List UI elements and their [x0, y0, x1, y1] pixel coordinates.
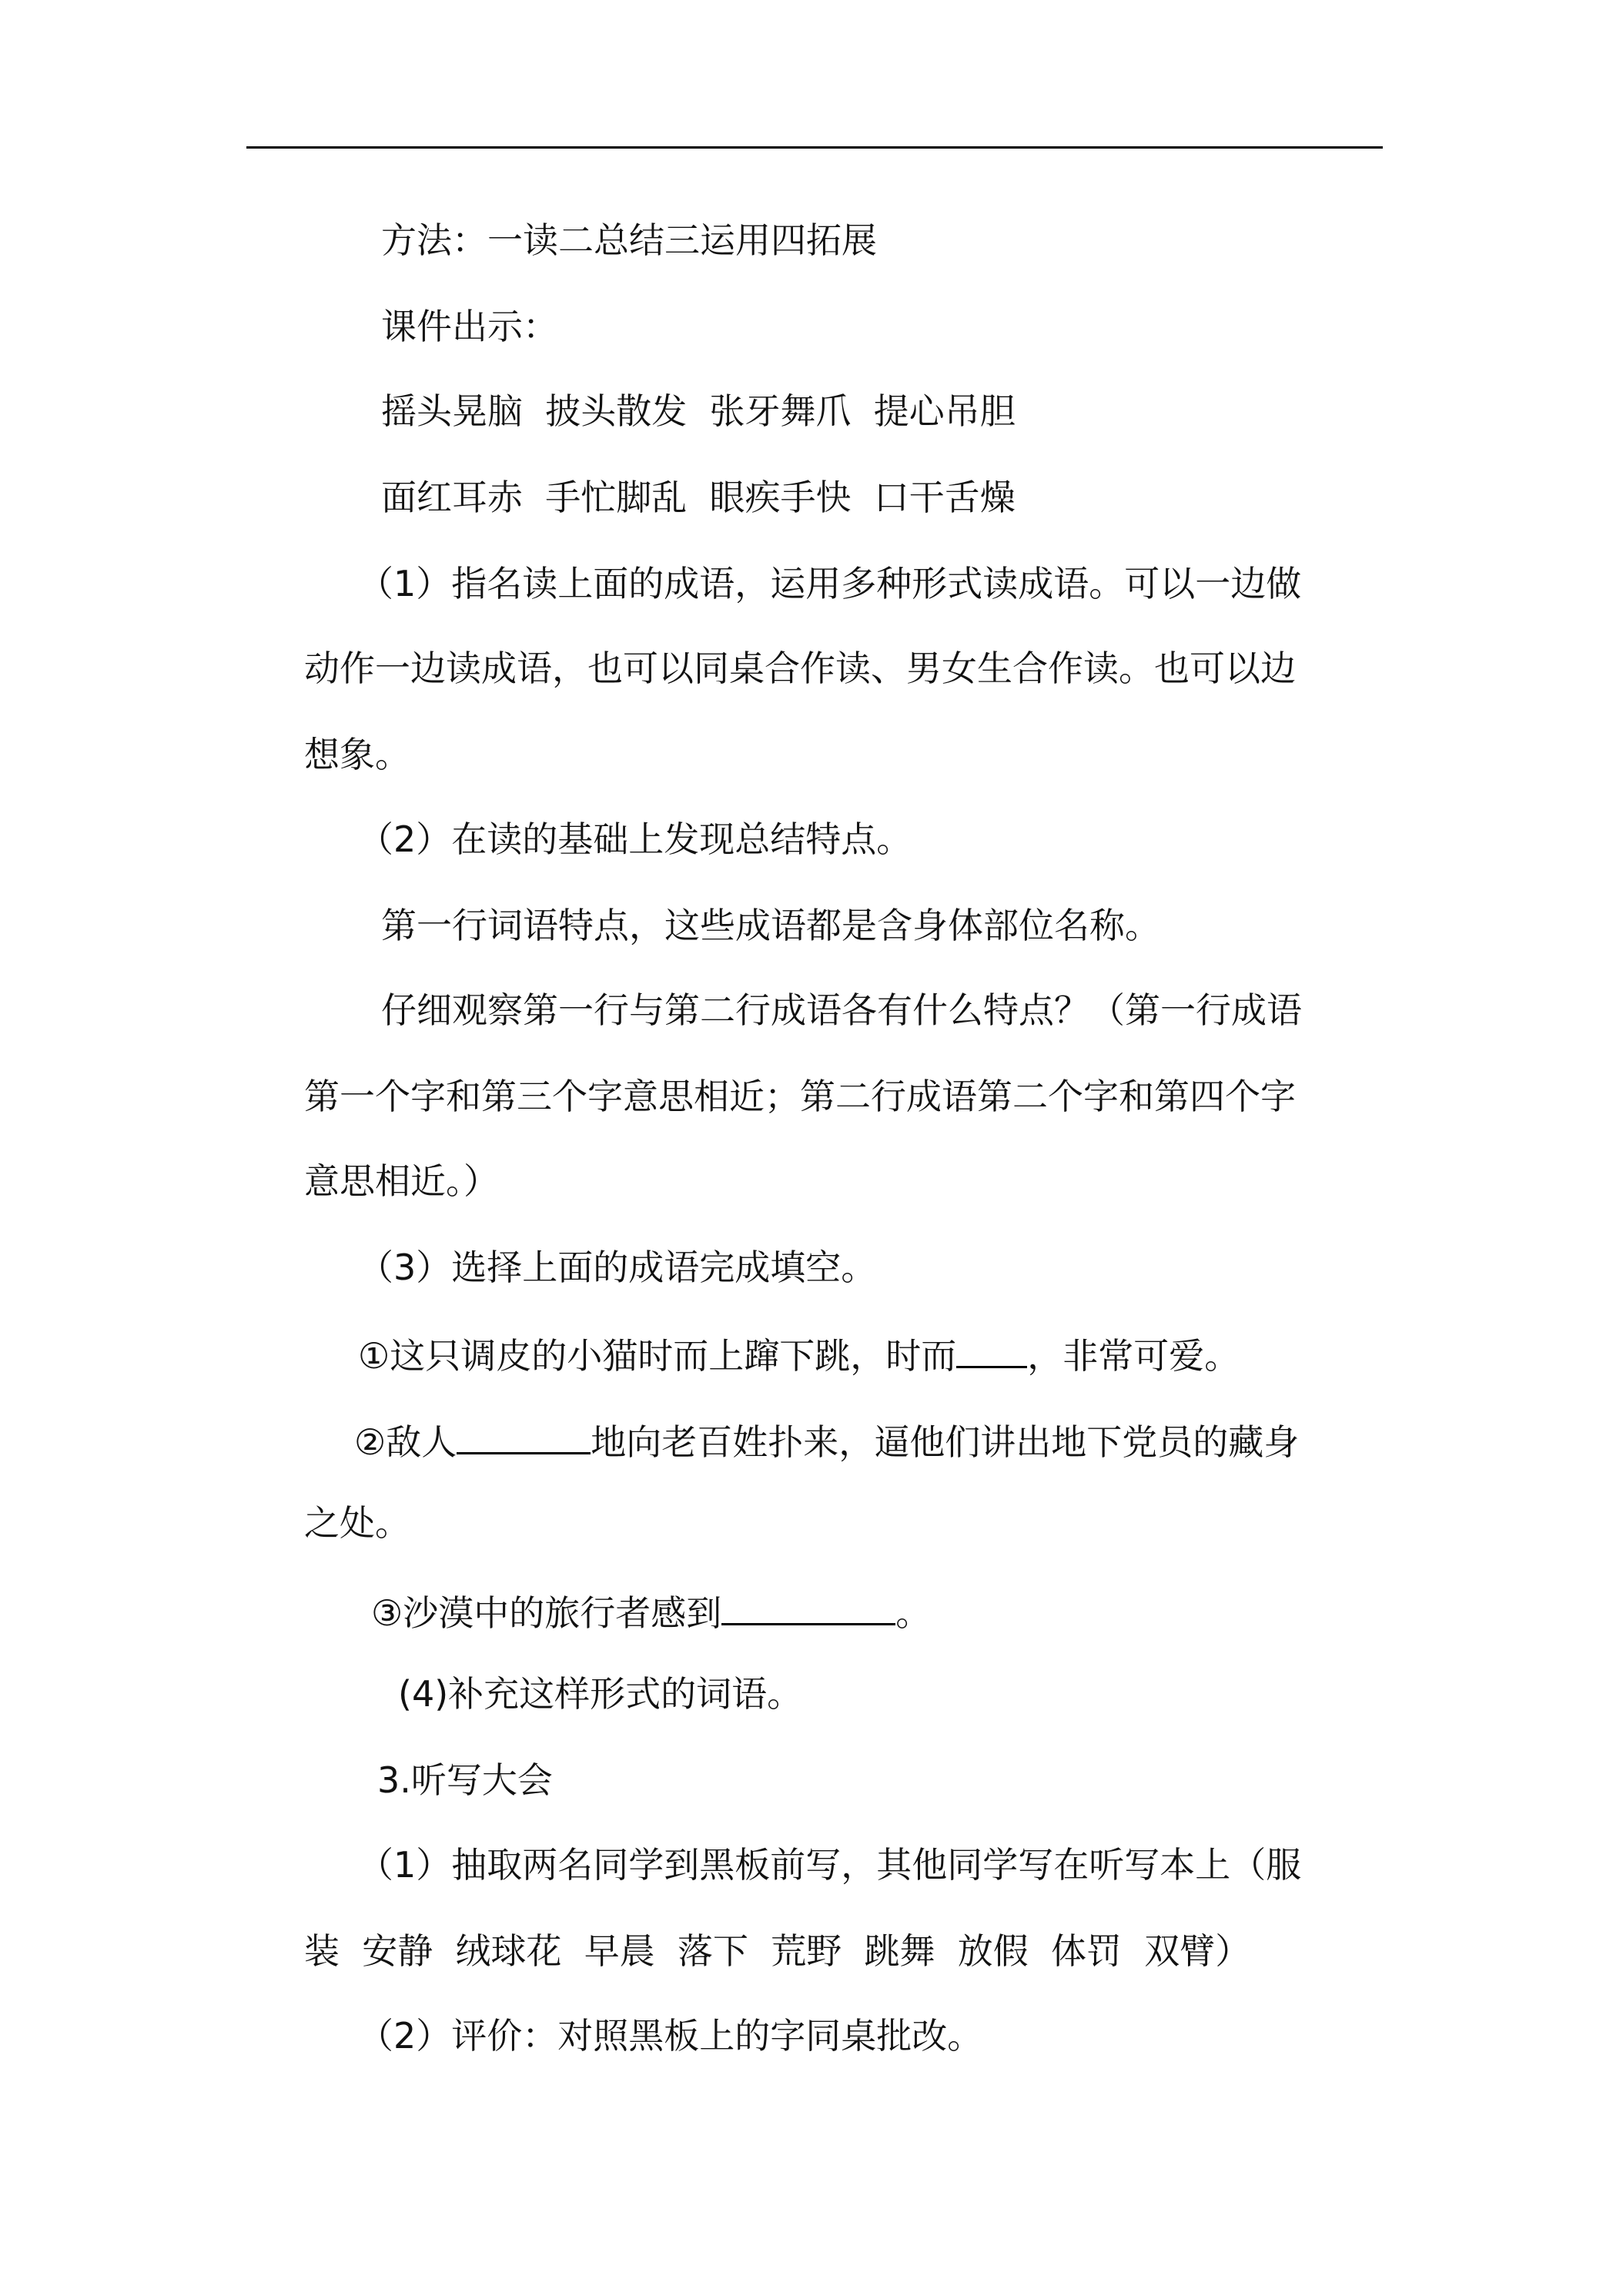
fill-blank-3	[371, 1588, 1450, 1635]
paragraph-1-line-1: （1）指名读上面的成语，运用多种形式读成语。可以一边做	[358, 563, 1302, 604]
fill-blank-1-before: ①这只调皮的小猫时而上蹿下跳，时而	[358, 1335, 957, 1377]
blank-line	[457, 1417, 591, 1454]
blank-line	[956, 1330, 1027, 1368]
fill-blank-2-line-2: 之处。	[304, 1502, 410, 1544]
idioms-row-1: 摇头晃脑 披头散发 张牙舞爪 提心吊胆	[381, 390, 1016, 432]
fill-blank-2-before: ②敌人	[354, 1421, 457, 1463]
paragraph-1-line-2: 动作一边读成语，也可以同桌合作读、男女生合作读。也可以边	[304, 648, 1296, 689]
dictation-line-2: 装 安静 绒球花 早晨 落下 荒野 跳舞 放假 体罚 双臂）	[304, 1930, 1251, 1972]
method-line: 方法：一读二总结三运用四拓展	[381, 219, 877, 261]
fill-blank-3-before: ③沙漠中的旅行者感到	[371, 1592, 722, 1634]
evaluation-line: （2）评价：对照黑板上的字同桌批改。	[358, 2015, 983, 2057]
dictation-line-1: （1）抽取两名同学到黑板前写，其他同学写在听写本上（服	[358, 1844, 1302, 1886]
paragraph-2: （2）在读的基础上发现总结特点。	[358, 818, 912, 860]
paragraph-3: （3）选择上面的成语完成填空。	[358, 1247, 877, 1288]
observe-line-1: 仔细观察第一行与第二行成语各有什么特点？（第一行成语	[381, 989, 1302, 1031]
fill-blank-1-after: ，非常可爱。	[1027, 1335, 1240, 1377]
paragraph-1-line-3: 想象。	[304, 734, 410, 775]
paragraph-4: (4)补充这样形式的词语。	[398, 1673, 803, 1715]
idioms-row-2: 面红耳赤 手忙脚乱 眼疾手快 口干舌燥	[381, 477, 1016, 518]
fill-blank-2	[354, 1417, 1433, 1464]
courseware-label: 课件出示：	[381, 306, 558, 347]
row1-feature-line: 第一行词语特点，这些成语都是含身体部位名称。	[381, 905, 1160, 946]
section-3-heading: 3.听写大会	[377, 1759, 553, 1801]
blank-line	[721, 1588, 895, 1625]
fill-blank-1	[358, 1330, 1437, 1377]
fill-blank-2-after: 地向老百姓扑来，逼他们讲出地下党员的藏身	[591, 1421, 1300, 1463]
header-rule	[246, 146, 1383, 149]
observe-line-3: 意思相近。）	[304, 1160, 499, 1202]
fill-blank-3-after: 。	[895, 1592, 932, 1634]
observe-line-2: 第一个字和第三个字意思相近；第二行成语第二个字和第四个字	[304, 1076, 1296, 1117]
